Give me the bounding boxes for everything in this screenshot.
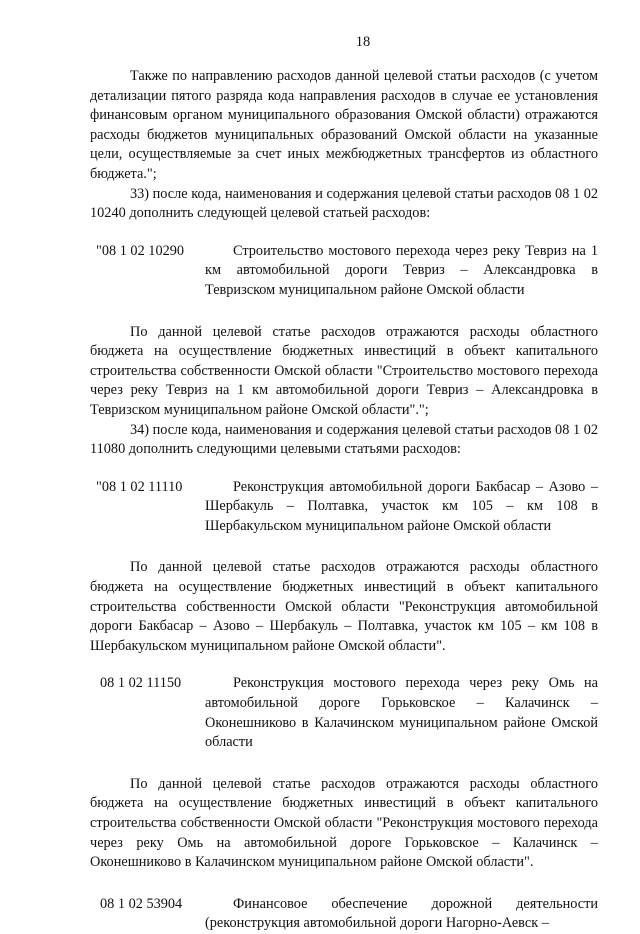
entry-code: 08 1 02 11150 [100,675,182,692]
budget-entry-53904 [90,895,598,934]
paragraph-description-11110: По данной целевой статье расходов отражаются расходы областного бюджета на осуществление бюджетных инвестиций в объект капитального строительства собственности Омской области "Реконструкция автомобильной дороги Бакбасар – Азово – Шербакуль – Полтавка, участок км 105 – км 108 в Шербакульском муниципальном районе Омской области". [90,559,598,654]
entry-title: Финансовое обеспечение дорожной деятельности (реконструкция автомобильной дороги Нагорно-Аевск – [205,895,598,932]
paragraph-description-10290: По данной целевой статье расходов отражаются расходы областного бюджета на осуществление бюджетных инвестиций в объект капитального строительства собственности Омской области "Строительство мостового перехода через реку Тевриз на 1 км автомобильной дороги Тевриз – Александровка в Тевризском муниципальном районе Омской области"."; [90,323,598,418]
entry-code: "08 1 02 11110 [96,478,183,495]
paragraph-intro: Также по направлению расходов данной целевой статьи расходов (с учетом детализации пятого разряда кода направления расходов в случае ее установления финансовым органом муниципального образования Омской области) отражаются расходы бюджетов муниципальных образований Омской области на указанные цели, осуществляемые за счет иных межбюджетных трансфертов из областного бюджета."; [90,68,598,182]
budget-entry-11110 [90,478,598,537]
entry-code: "08 1 02 10290 [96,242,185,259]
budget-entry-11150 [90,674,598,752]
page-number: 18 [355,34,371,50]
entry-title: Реконструкция автомобильной дороги Бакбасар – Азово – Шербакуль – Полтавка, участок км 105 – км 108 в Шербакульском муниципальном районе Омской области [205,478,598,534]
paragraph-item-33: 33) после кода, наименования и содержания целевой статьи расходов 08 1 02 10240 дополнить следующей целевой статьей расходов: [90,185,598,222]
document-body [90,67,598,934]
paragraph-item-34: 34) после кода, наименования и содержания целевой статьи расходов 08 1 02 11080 дополнить следующими целевыми статьями расходов: [90,421,598,458]
entry-title: Строительство мостового перехода через реку Тевриз на 1 км автомобильной дороги Тевриз – Александровка в Тевризском муниципальном районе Омской области [205,242,598,298]
budget-entry-10290 [90,242,598,301]
entry-code: 08 1 02 53904 [100,895,183,912]
entry-title: Реконструкция мостового перехода через реку Омь на автомобильной дороге Горьковское – Калачинск – Оконешниково в Калачинском муниципальном районе Омской области [205,675,598,751]
paragraph-description-11150: По данной целевой статье расходов отражаются расходы областного бюджета на осуществление бюджетных инвестиций в объект капитального строительства собственности Омской области "Реконструкция мостового перехода через реку Омь на автомобильной дороге Горьковское – Калачинск – Оконешниково в Калачинском муниципальном районе Омской области". [90,775,598,871]
